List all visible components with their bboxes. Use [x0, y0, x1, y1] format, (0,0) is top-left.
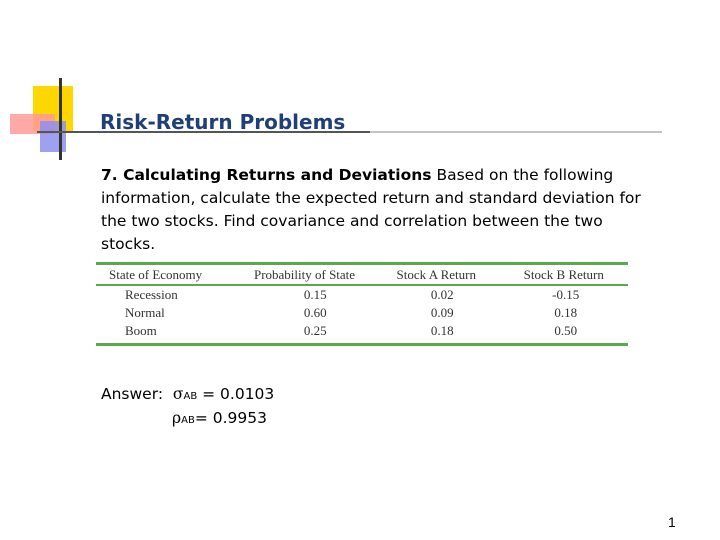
- cell-probability: 0.25: [303, 323, 327, 338]
- table-header-row: [96, 265, 628, 284]
- correlation-value: = 0.9953: [194, 409, 267, 427]
- table-row: [96, 322, 628, 340]
- cell-stock-b: 0.50: [554, 323, 578, 338]
- covariance-value: = 0.0103: [197, 385, 275, 403]
- problem-text: Based on the following information, calculate the expected return and standard deviation for the two stocks. Find covariance and correlation between the two stocks.: [101, 166, 641, 253]
- rho-subscript: AB: [181, 415, 195, 426]
- problem-statement: [101, 164, 656, 256]
- cell-stock-a: 0.18: [430, 323, 454, 338]
- sigma-subscript: AB: [183, 391, 198, 402]
- page-number: 1: [668, 514, 676, 530]
- cell-probability: 0.60: [303, 305, 327, 320]
- sigma-symbol: σ: [172, 385, 184, 403]
- cell-probability: 0.15: [303, 287, 327, 302]
- header-state: State of Economy: [109, 267, 203, 282]
- rho-symbol: ρ: [172, 409, 182, 427]
- title-underline-extension: [370, 131, 662, 133]
- table-row: [96, 304, 628, 322]
- answer-label: Answer:: [101, 385, 164, 403]
- header-stock-a: Stock A Return: [396, 267, 476, 282]
- cell-stock-a: 0.02: [430, 287, 454, 302]
- cell-state: Normal: [125, 305, 165, 320]
- header-stock-b: Stock B Return: [523, 267, 604, 282]
- cell-state: Boom: [125, 323, 157, 338]
- table-bottom-rule: [96, 343, 628, 346]
- header-probability: Probability of State: [253, 267, 356, 282]
- cell-stock-b: 0.18: [554, 305, 578, 320]
- cell-stock-a: 0.09: [430, 305, 454, 320]
- decor-blue-square: [40, 121, 66, 152]
- decor-vertical-line: [59, 78, 62, 160]
- slide-title: Risk-Return Problems: [100, 110, 346, 134]
- table-row: [96, 286, 628, 304]
- answer-covariance: [101, 385, 274, 403]
- cell-stock-b: -0.15: [552, 287, 580, 302]
- cell-state: Recession: [125, 287, 178, 302]
- answer-correlation: [172, 409, 267, 427]
- returns-table: [96, 262, 628, 346]
- problem-heading: 7. Calculating Returns and Deviations: [101, 166, 432, 184]
